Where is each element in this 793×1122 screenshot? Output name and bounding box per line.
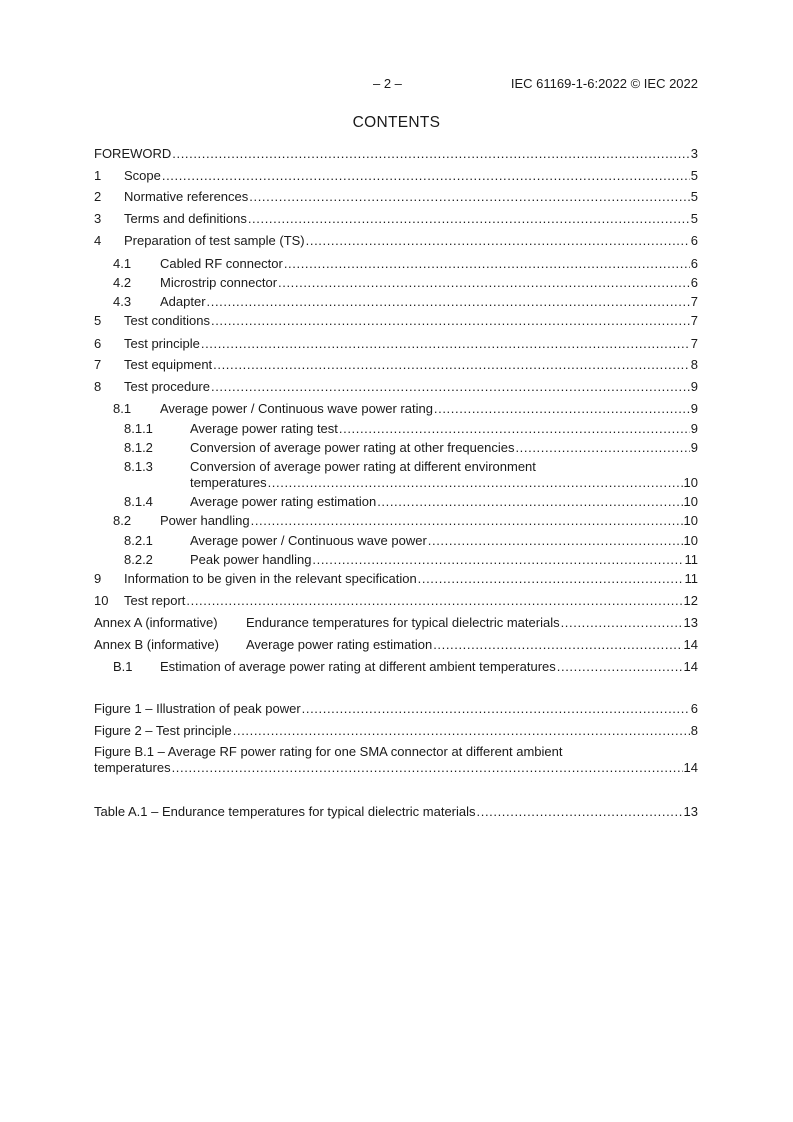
- toc-entry-text: Estimation of average power rating at different ambient temperatures: [160, 659, 556, 674]
- toc-leader-dots: [201, 336, 690, 352]
- figure-entry-page: 14: [683, 760, 698, 775]
- table-entry-text: Table A.1 – Endurance temperatures for typical dielectric materials: [94, 804, 476, 819]
- toc-entry-test-principle[interactable]: [94, 336, 698, 352]
- toc-entry-number: 8.1.2: [124, 440, 153, 455]
- toc-entry-cabled-rf-connector[interactable]: [94, 256, 698, 272]
- toc-entry-page: 7: [690, 294, 698, 309]
- toc-entry-annex-b[interactable]: [94, 637, 698, 653]
- toc-entry-page: 10: [683, 533, 698, 548]
- toc-entry-page: 9: [690, 401, 698, 416]
- toc-entry-number: 5: [94, 313, 102, 328]
- toc-entry-number: 8.2.2: [124, 552, 153, 567]
- toc-entry-text: Power handling: [160, 513, 250, 528]
- toc-entry-text: Microstrip connector: [160, 275, 278, 290]
- toc-entry-text: FOREWORD: [94, 146, 172, 161]
- toc-entry-terms-definitions[interactable]: [94, 211, 698, 227]
- table-entry-a1[interactable]: [94, 804, 698, 820]
- toc-leader-dots: [211, 379, 690, 395]
- toc-entry-text: Average power / Continuous wave power: [190, 533, 427, 548]
- toc-leader-dots: [302, 701, 690, 717]
- toc-entry-test-conditions[interactable]: [94, 313, 698, 329]
- toc-entry-page: 6: [690, 256, 698, 271]
- toc-entry-number: 8.2.1: [124, 533, 153, 548]
- toc-entry-text: Peak power handling: [190, 552, 312, 567]
- toc-leader-dots: [306, 233, 690, 249]
- toc-entry-peak-power-handling[interactable]: [94, 552, 698, 568]
- toc-entry-number: 4.2: [113, 275, 132, 290]
- toc-entry-page: 11: [684, 552, 698, 567]
- toc-entry-number: 7: [94, 357, 102, 372]
- toc-entry-number: 4.1: [113, 256, 132, 271]
- toc-entry-text: Average power rating estimation: [190, 494, 377, 509]
- toc-entry-number: Annex A (informative): [94, 615, 218, 630]
- toc-leader-dots: [186, 593, 682, 609]
- toc-leader-dots: [428, 533, 683, 549]
- toc-entry-number: 2: [94, 189, 102, 204]
- toc-entry-page: 14: [683, 637, 698, 652]
- figure-entry-b1[interactable]: [94, 744, 698, 776]
- toc-entry-microstrip-connector[interactable]: [94, 275, 698, 291]
- toc-leader-dots: [278, 275, 690, 291]
- toc-entry-page: 10: [683, 513, 698, 528]
- toc-entry-continuous-wave-power[interactable]: [94, 533, 698, 549]
- toc-entry-page: 7: [690, 313, 698, 328]
- toc-entry-number: 8.1.4: [124, 494, 153, 509]
- toc-entry-b1[interactable]: [94, 659, 698, 675]
- figure-entry-text: Figure 1 – Illustration of peak power: [94, 701, 301, 716]
- toc-entry-page: 8: [690, 357, 698, 372]
- toc-leader-dots: [268, 475, 683, 491]
- figure-entry-page: 6: [690, 701, 698, 716]
- toc-leader-dots: [213, 357, 690, 373]
- figure-entry-text: Figure 2 – Test principle: [94, 723, 232, 738]
- toc-entry-text: Cabled RF connector: [160, 256, 283, 271]
- toc-entry-text: Preparation of test sample (TS): [124, 233, 305, 248]
- toc-entry-conversion-temperatures[interactable]: [94, 459, 698, 491]
- toc-entry-number: B.1: [113, 659, 133, 674]
- toc-entry-power-handling[interactable]: [94, 513, 698, 529]
- toc-entry-test-report[interactable]: [94, 593, 698, 609]
- toc-leader-dots: [515, 440, 689, 456]
- toc-leader-dots: [561, 615, 683, 631]
- toc-entry-text: Average power rating estimation: [246, 637, 433, 652]
- toc-entry-page: 12: [683, 593, 698, 608]
- toc-entry-number: 9: [94, 571, 102, 586]
- toc-entry-text: Conversion of average power rating at other frequencies: [190, 440, 515, 455]
- toc-entry-page: 6: [690, 233, 698, 248]
- toc-leader-dots: [251, 513, 683, 529]
- page-number: – 2 –: [373, 76, 402, 91]
- toc-entry-page: 9: [690, 440, 698, 455]
- toc-entry-scope[interactable]: [94, 168, 698, 184]
- toc-entry-number: 1: [94, 168, 102, 183]
- toc-entry-preparation[interactable]: [94, 233, 698, 249]
- toc-entry-number: 4: [94, 233, 102, 248]
- toc-leader-dots: [172, 760, 683, 776]
- toc-entry-number: 4.3: [113, 294, 132, 309]
- toc-leader-dots: [249, 189, 689, 205]
- toc-entry-page: 9: [690, 379, 698, 394]
- toc-leader-dots: [284, 256, 690, 272]
- toc-entry-number: Annex B (informative): [94, 637, 219, 652]
- toc-entry-text: Information to be given in the relevant specification: [124, 571, 417, 586]
- toc-entry-number: 8.1: [113, 401, 132, 416]
- toc-leader-dots: [233, 723, 690, 739]
- toc-leader-dots: [418, 571, 684, 587]
- toc-entry-text: Average power rating test: [190, 421, 338, 436]
- toc-entry-normative-references[interactable]: [94, 189, 698, 205]
- toc-entry-test-equipment[interactable]: [94, 357, 698, 373]
- toc-entry-number: 8.1.3: [124, 459, 153, 474]
- toc-entry-average-power-rating[interactable]: [94, 401, 698, 417]
- toc-entry-rating-estimation[interactable]: [94, 494, 698, 510]
- toc-leader-dots: [207, 294, 690, 310]
- figure-entry-text: Figure B.1 – Average RF power rating for one SMA connector at different ambient: [94, 744, 563, 759]
- toc-entry-text-continued: temperatures: [190, 475, 267, 490]
- toc-entry-page: 5: [690, 189, 698, 204]
- toc-leader-dots: [433, 637, 682, 653]
- table-entry-page: 13: [683, 804, 698, 819]
- toc-entry-average-power-rating-test[interactable]: [94, 421, 698, 437]
- toc-entry-number: 6: [94, 336, 102, 351]
- toc-leader-dots: [172, 146, 689, 162]
- toc-leader-dots: [477, 804, 683, 820]
- toc-entry-number: 8.1.1: [124, 421, 153, 436]
- toc-entry-adapter[interactable]: [94, 294, 698, 310]
- toc-leader-dots: [557, 659, 683, 675]
- figure-entry-2[interactable]: [94, 723, 698, 739]
- toc-entry-page: 6: [690, 275, 698, 290]
- toc-leader-dots: [339, 421, 690, 437]
- standard-reference: IEC 61169-1-6:2022 © IEC 2022: [510, 76, 698, 91]
- toc-entry-text: Average power / Continuous wave power rating: [160, 401, 433, 416]
- toc-entry-text: Test report: [124, 593, 186, 608]
- toc-entry-annex-a[interactable]: [94, 615, 698, 631]
- toc-entry-text: Test conditions: [124, 313, 210, 328]
- toc-entry-information[interactable]: [94, 571, 698, 587]
- figure-entry-1[interactable]: [94, 701, 698, 717]
- toc-entry-page: 10: [683, 494, 698, 509]
- figure-entry-page: 8: [690, 723, 698, 738]
- toc-leader-dots: [377, 494, 682, 510]
- toc-entry-page: 5: [690, 168, 698, 183]
- toc-entry-text: Endurance temperatures for typical dielectric materials: [246, 615, 560, 630]
- toc-entry-number: 10: [94, 593, 109, 608]
- toc-entry-number: 3: [94, 211, 102, 226]
- toc-entry-page: 9: [690, 421, 698, 436]
- toc-entry-text: Adapter: [160, 294, 206, 309]
- toc-entry-page: 3: [690, 146, 698, 161]
- toc-leader-dots: [162, 168, 690, 184]
- toc-entry-number: 8.2: [113, 513, 132, 528]
- toc-entry-page: 10: [683, 475, 698, 490]
- toc-entry-text: Test principle: [124, 336, 200, 351]
- toc-entry-foreword[interactable]: [94, 146, 698, 162]
- toc-entry-number: 8: [94, 379, 102, 394]
- toc-entry-text: Test equipment: [124, 357, 213, 372]
- toc-entry-conversion-frequencies[interactable]: [94, 440, 698, 456]
- toc-entry-text: Conversion of average power rating at different environment: [190, 459, 536, 474]
- toc-entry-text: Normative references: [124, 189, 249, 204]
- toc-leader-dots: [312, 552, 683, 568]
- toc-entry-page: 7: [690, 336, 698, 351]
- toc-entry-page: 13: [683, 615, 698, 630]
- toc-entry-text: Test procedure: [124, 379, 210, 394]
- page-title: CONTENTS: [352, 114, 441, 131]
- toc-entry-text: Scope: [124, 168, 161, 183]
- toc-entry-text: Terms and definitions: [124, 211, 247, 226]
- toc-leader-dots: [211, 313, 690, 329]
- toc-entry-test-procedure[interactable]: [94, 379, 698, 395]
- figure-entry-text-continued: temperatures: [94, 760, 171, 775]
- toc-leader-dots: [434, 401, 690, 417]
- toc-entry-page: 11: [684, 571, 698, 586]
- toc-leader-dots: [248, 211, 690, 227]
- toc-entry-page: 5: [690, 211, 698, 226]
- toc-entry-page: 14: [683, 659, 698, 674]
